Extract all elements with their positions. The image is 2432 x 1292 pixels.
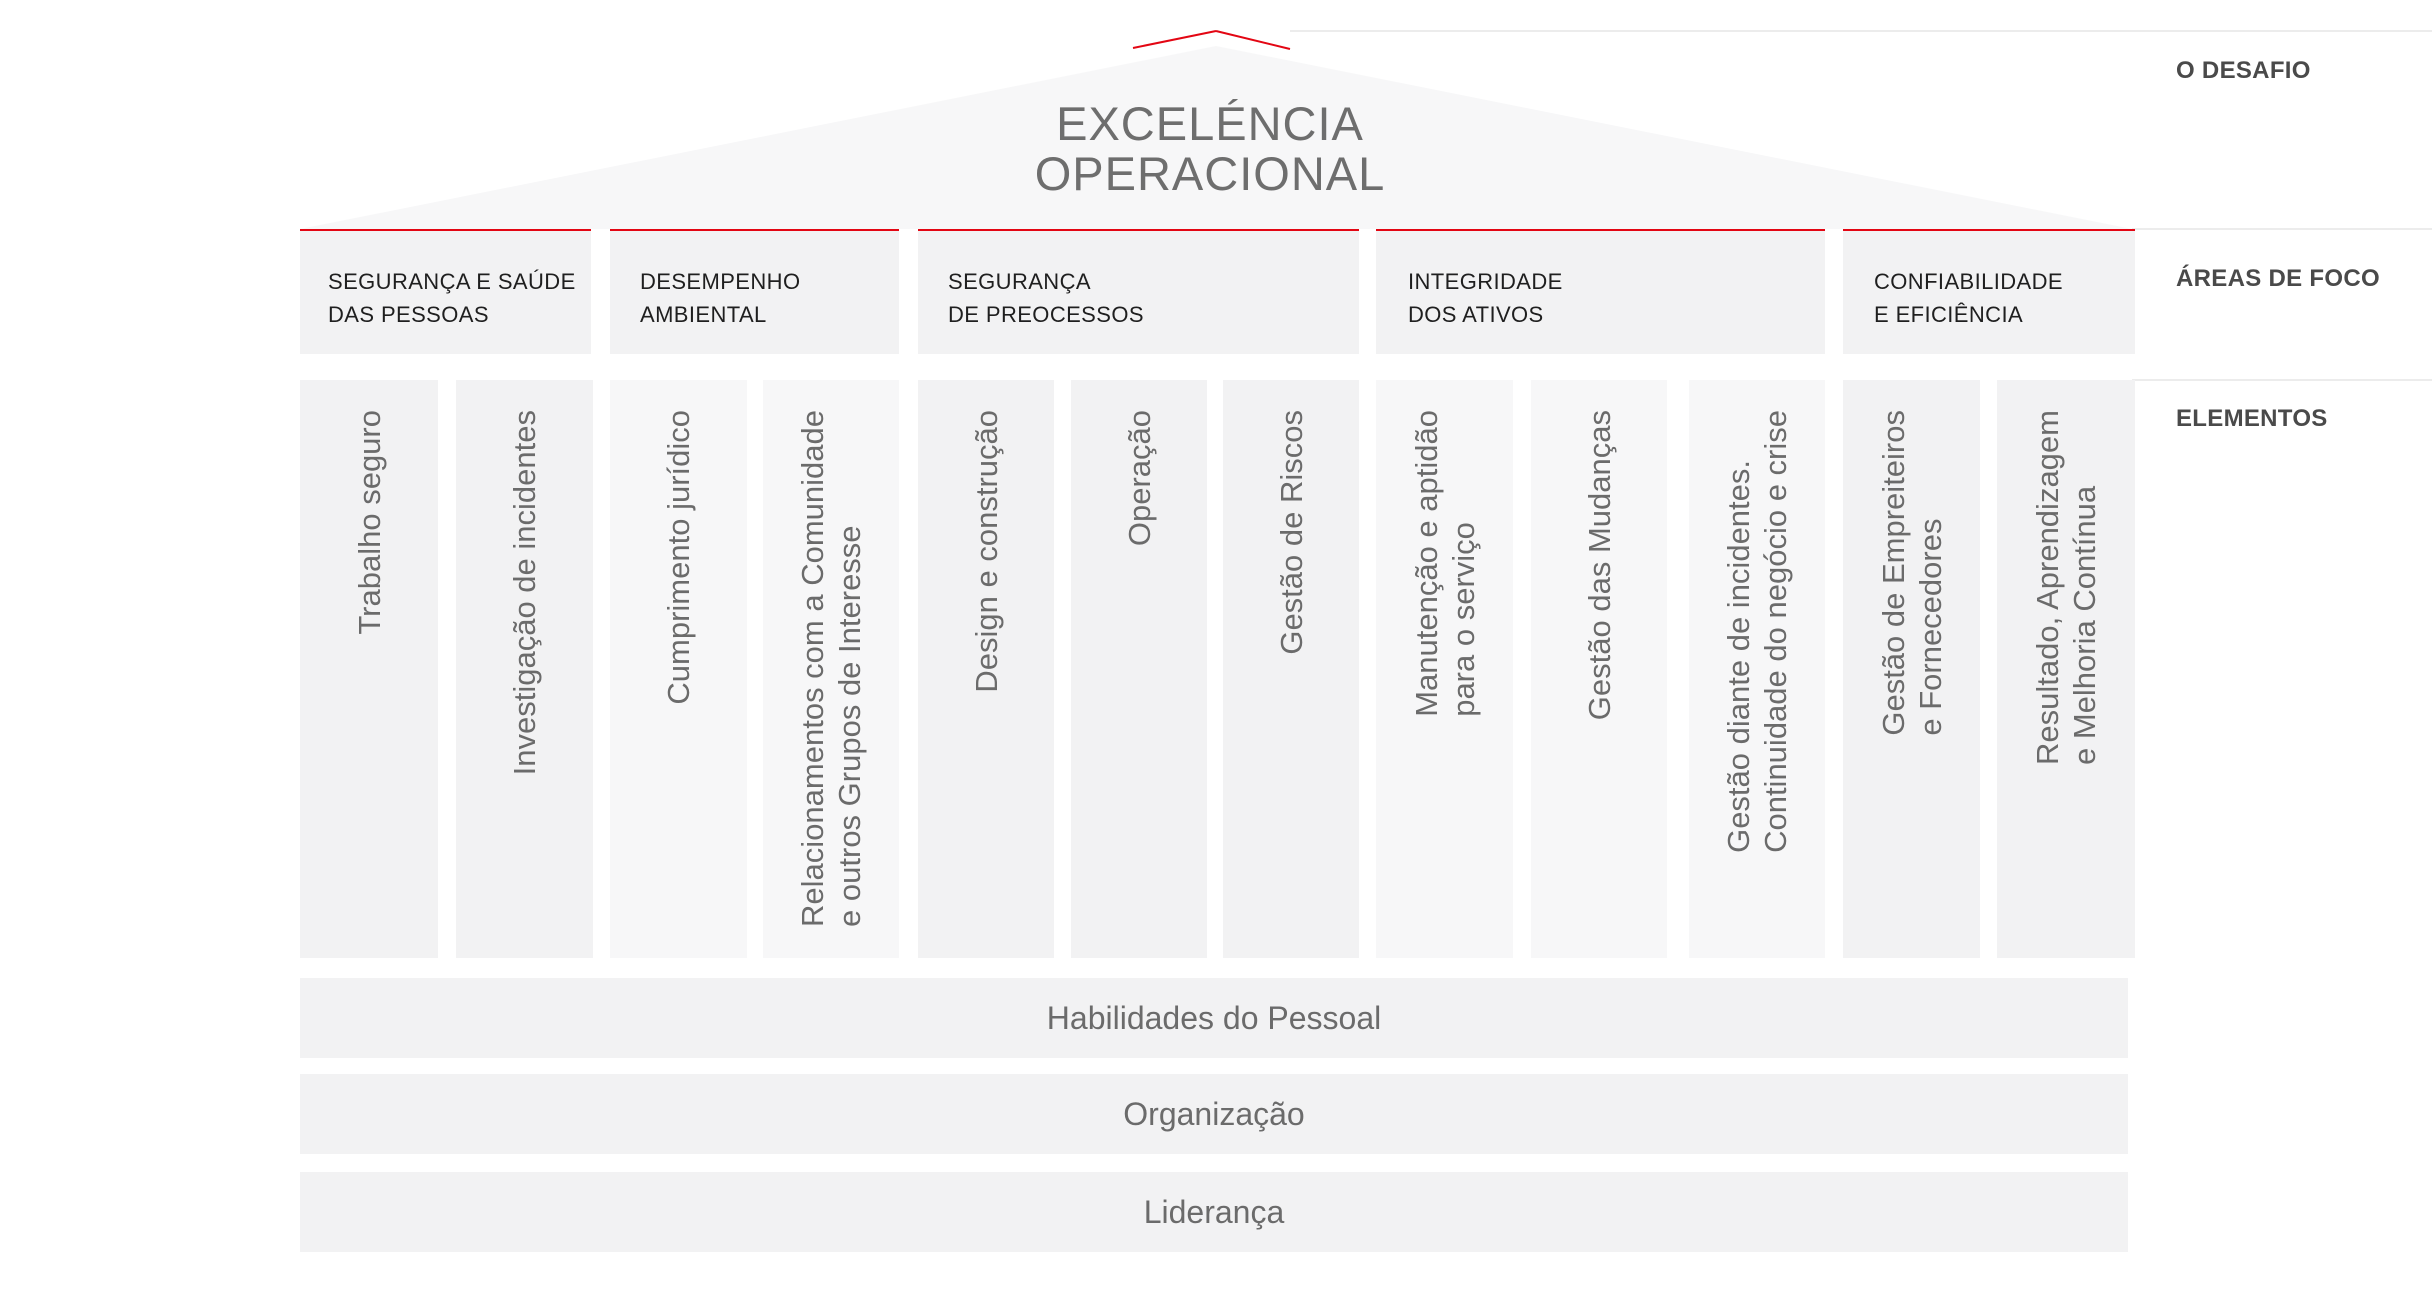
- focus-area-label: SEGURANÇA DE PREOCESSOS: [948, 269, 1144, 327]
- element-label: Relacionamentos com a Comunidade e outros Grupos de Interesse: [795, 410, 867, 927]
- element-column: [1071, 380, 1207, 958]
- focus-area-label: DESEMPENHO AMBIENTAL: [640, 269, 801, 327]
- divider-line-elements: [2132, 379, 2432, 381]
- caption-challenge: O DESAFIO: [2176, 57, 2311, 84]
- roof-top-accent-right: [1216, 31, 1290, 49]
- element-column: [456, 380, 593, 958]
- element-label: Resultado, Aprendizagem e Melhoria Contínua: [2030, 410, 2102, 766]
- focus-area-asset-integrity: [1376, 229, 1825, 354]
- element-column: [918, 380, 1054, 958]
- element-column: [1531, 380, 1667, 958]
- element-label: Gestão das Mudanças: [1581, 410, 1617, 721]
- element-label: Investigação de incidentes: [507, 410, 542, 776]
- element-column: [763, 380, 899, 958]
- focus-area-label: SEGURANÇA E SAÚDE DAS PESSOAS: [328, 269, 576, 327]
- roof-title-line2: OPERACIONAL: [1034, 147, 1386, 200]
- element-column: [610, 380, 747, 958]
- element-label: Cumprimento jurídico: [661, 410, 696, 705]
- element-column: [1843, 380, 1980, 958]
- element-label: Operação: [1121, 410, 1157, 547]
- focus-area-environmental: [610, 229, 899, 354]
- focus-area-process-safety: [918, 229, 1359, 354]
- focus-area-label: CONFIABILIDADE E EFICIÊNCIA: [1874, 269, 2063, 327]
- element-label: Gestão de Empreiteiros e Fornecedores: [1875, 410, 1948, 736]
- element-label: Gestão diante de incidentes. Continuidade do negócio e crise: [1721, 410, 1793, 853]
- element-label: Manutenção e aptidão para o serviço: [1408, 410, 1481, 717]
- element-column: [1376, 380, 1513, 958]
- element-column: [1689, 380, 1825, 958]
- element-column: [1223, 380, 1359, 958]
- foundation-organization: Organização: [300, 1074, 2128, 1154]
- roof-title-line1: EXCELÉNCIA: [1056, 97, 1364, 150]
- foundation-leadership: Liderança: [300, 1172, 2128, 1252]
- focus-area-label: INTEGRIDADE DOS ATIVOS: [1408, 269, 1563, 327]
- element-label: Gestão de Riscos: [1273, 410, 1309, 655]
- element-label: Trabalho seguro: [351, 410, 387, 635]
- element-column: [300, 380, 438, 958]
- focus-area-people-safety: [300, 229, 591, 354]
- element-column: [1997, 380, 2135, 958]
- roof-top-accent: [1133, 31, 1216, 48]
- focus-area-reliability: [1843, 229, 2135, 354]
- element-label: Design e construção: [968, 410, 1004, 693]
- foundation-skills: Habilidades do Pessoal: [300, 978, 2128, 1058]
- caption-elements: ELEMENTOS: [2176, 405, 2328, 432]
- caption-focus-areas: ÁREAS DE FOCO: [2176, 265, 2380, 292]
